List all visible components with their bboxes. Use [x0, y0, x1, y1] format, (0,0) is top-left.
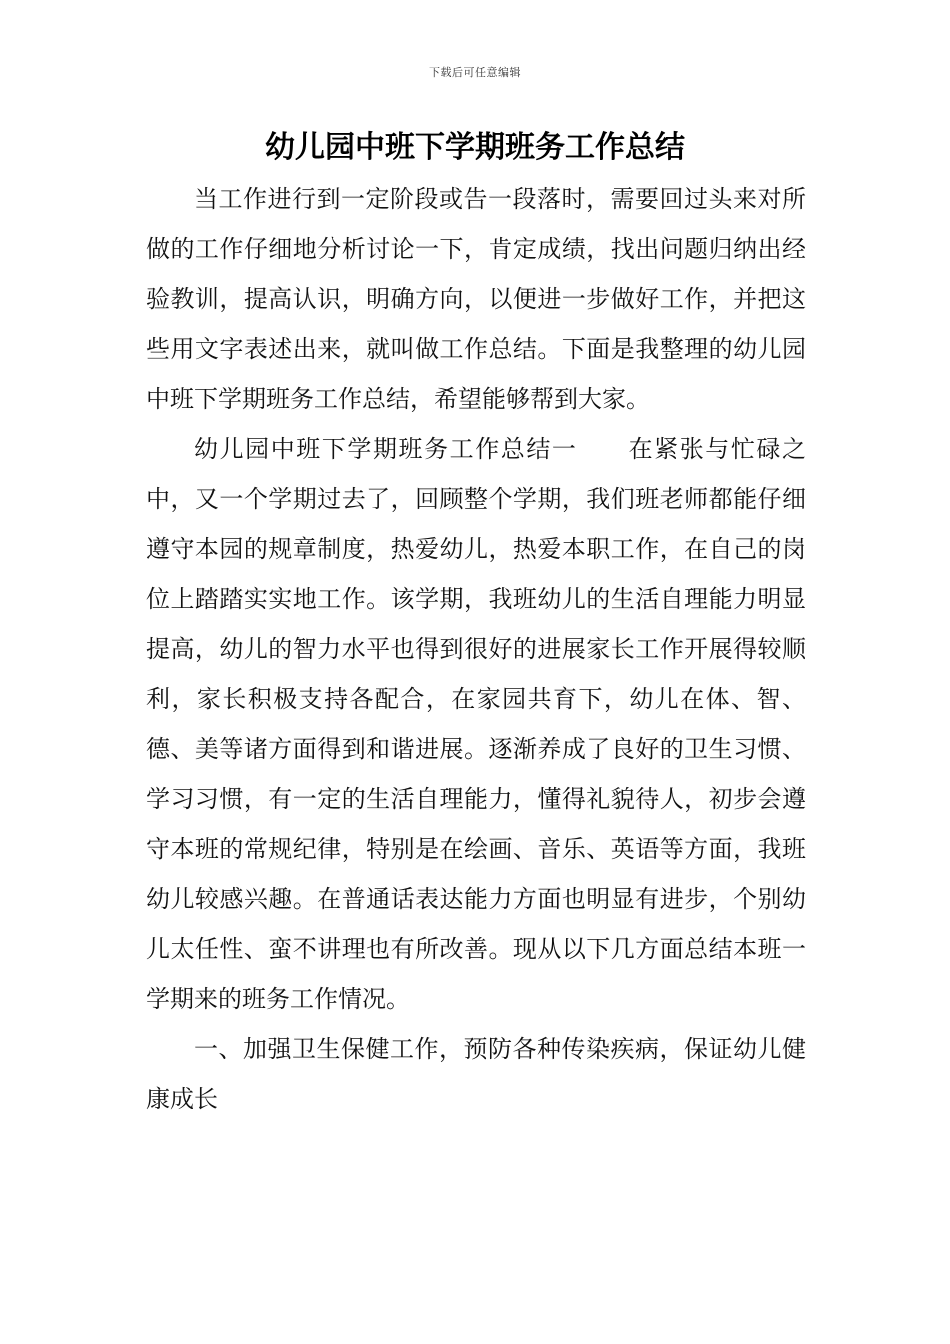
paragraph-section-one-heading: 一、加强卫生保健工作，预防各种传染疾病，保证幼儿健康成长 — [146, 1035, 806, 1113]
header-note: 下载后可任意编辑 — [429, 66, 521, 79]
document-title: 幼儿园中班下学期班务工作总结 — [265, 130, 685, 165]
paragraph-intro: 当工作进行到一定阶段或告一段落时，需要回过头来对所做的工作仔细地分析讨论一下，肯定成绩，找出问题归纳出经验教训，提高认识，明确方向，以便进一步做好工作，并把这些用文字表述出来，就叫做工作总结。下面是我整理的幼儿园中班下学期班务工作总结，希望能够帮到大家。 — [146, 185, 806, 413]
paragraph-summary-one: 幼儿园中班下学期班务工作总结一 在紧张与忙碌之中，又一个学期过去了，回顾整个学期，我们班老师都能仔细遵守本园的规章制度，热爱幼儿，热爱本职工作，在自己的岗位上踏踏实实地工作。该学期，我班幼儿的生活自理能力明显提高，幼儿的智力水平也得到很好的进展家长工作开展得较顺利，家长积极支持各配合，在家园共育下，幼儿在体、智、德、美等诸方面得到和谐进展。逐渐养成了良好的卫生习惯、学习习惯，有一定的生活自理能力，懂得礼貌待人，初步会遵守本班的常规纪律，特别是在绘画、音乐、英语等方面，我班幼儿较感兴趣。在普通话表达能力方面也明显有进步，个别幼儿太任性、蛮不讲理也有所改善。现从以下几方面总结本班一学期来的班务工作情况。 — [146, 435, 806, 1013]
document-body — [146, 174, 806, 1124]
